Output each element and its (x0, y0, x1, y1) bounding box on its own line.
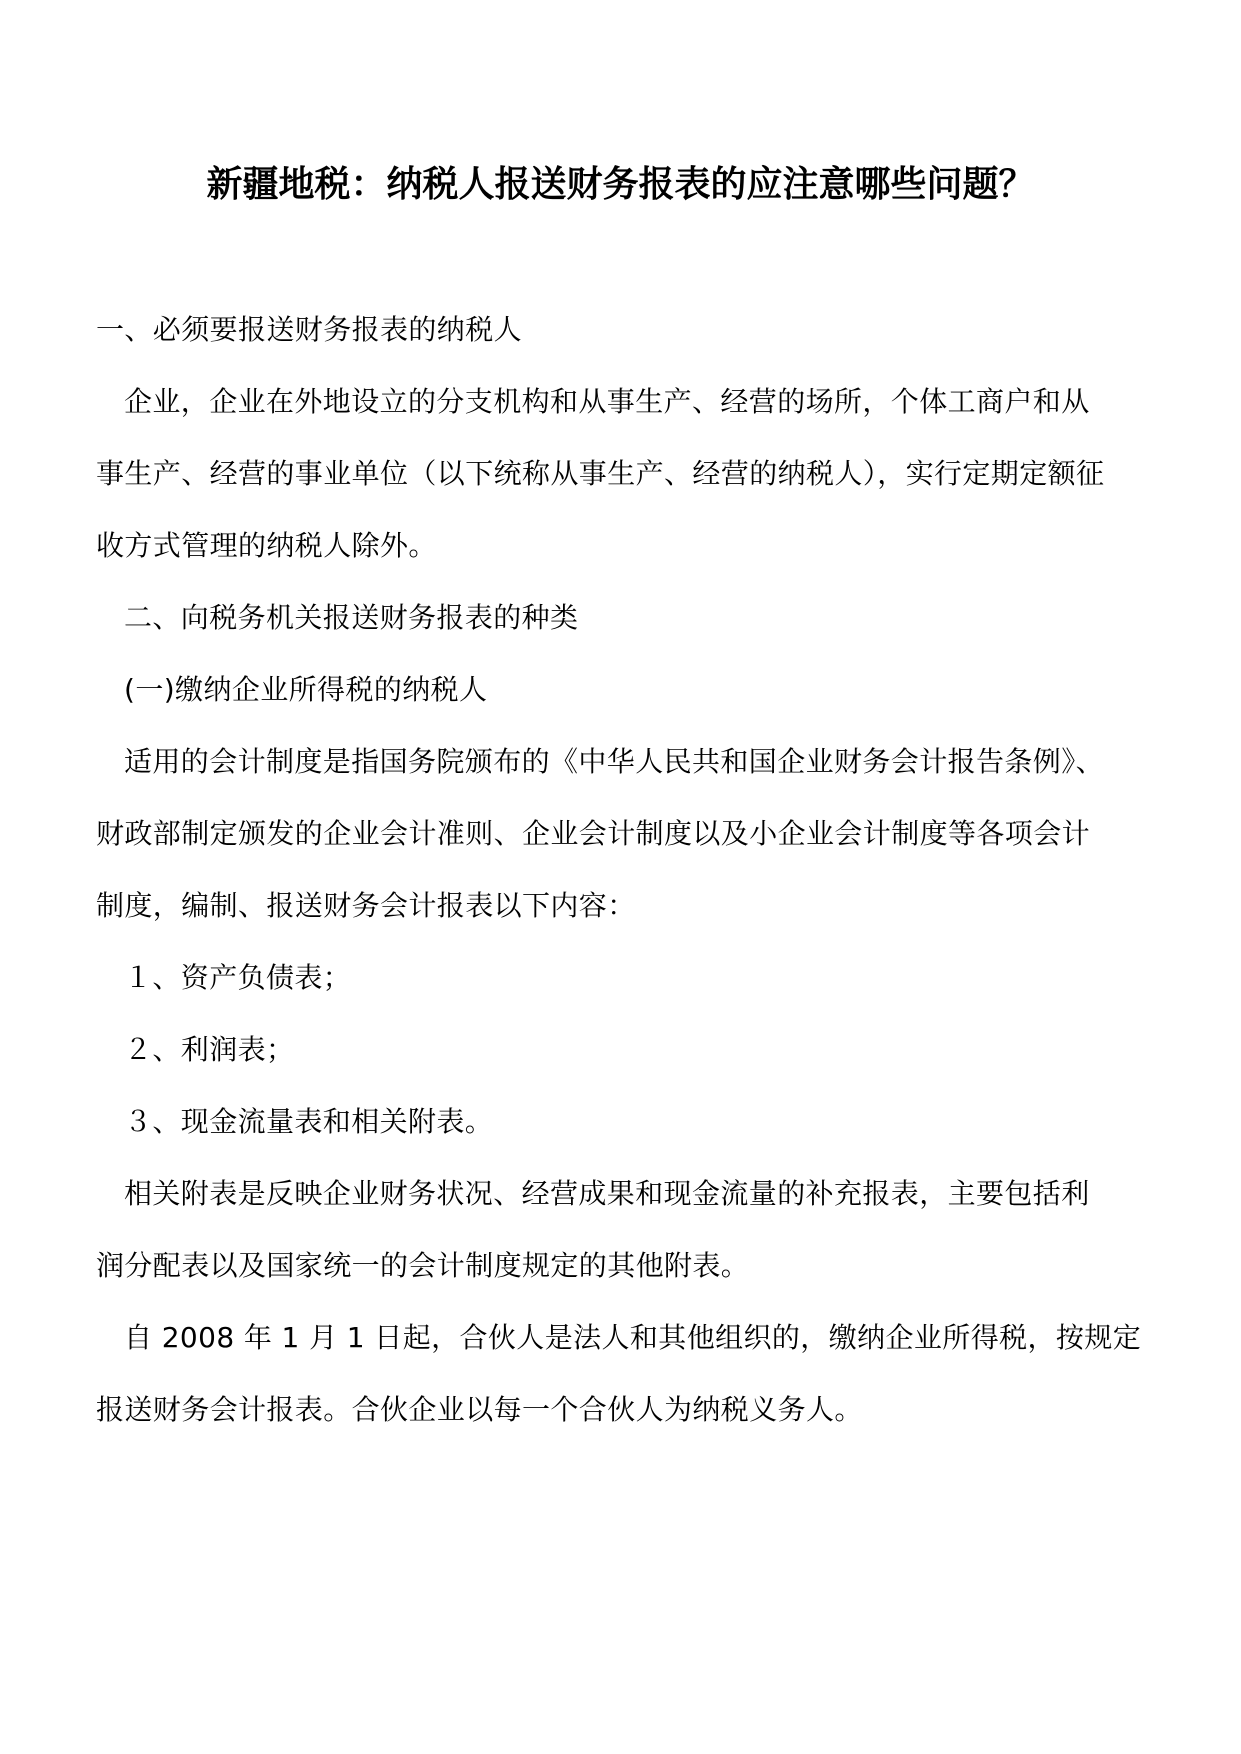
paragraph-line-4: 适用的会计制度是指国务院颁布的《中华人民共和国企业财务会计报告条例》、 (124, 745, 1105, 778)
paragraph-line-9: 自 2008 年 1 月 1 日起，合伙人是法人和其他组织的，缴纳企业所得税，按规定 (124, 1321, 1142, 1354)
subheading-line-1: (一)缴纳企业所得税的纳税人 (124, 673, 488, 706)
paragraph-line-3: 收方式管理的纳税人除外。 (96, 529, 437, 562)
list-item-1: １、资产负债表； (124, 961, 352, 994)
heading-line-1: 一、必须要报送财务报表的纳税人 (96, 313, 523, 346)
paragraph-line-10: 报送财务会计报表。合伙企业以每一个合伙人为纳税义务人。 (96, 1393, 863, 1426)
heading-line-2: 二、向税务机关报送财务报表的种类 (124, 601, 579, 634)
paragraph-line-1: 企业，企业在外地设立的分支机构和从事生产、经营的场所，个体工商户和从 (124, 385, 1090, 418)
paragraph-line-8: 润分配表以及国家统一的会计制度规定的其他附表。 (96, 1249, 750, 1282)
list-item-2: ２、利润表； (124, 1033, 295, 1066)
paragraph-line-2: 事生产、经营的事业单位（以下统称从事生产、经营的纳税人），实行定期定额征 (96, 457, 1105, 490)
list-item-3: ３、现金流量表和相关附表。 (124, 1105, 494, 1138)
paragraph-line-6: 制度，编制、报送财务会计报表以下内容： (96, 889, 636, 922)
paragraph-line-5: 财政部制定颁发的企业会计准则、企业会计制度以及小企业会计制度等各项会计 (96, 817, 1091, 850)
paragraph-line-7: 相关附表是反映企业财务状况、经营成果和现金流量的补充报表，主要包括利 (124, 1177, 1090, 1210)
document-title: 新疆地税：纳税人报送财务报表的应注意哪些问题？ (206, 163, 1035, 205)
